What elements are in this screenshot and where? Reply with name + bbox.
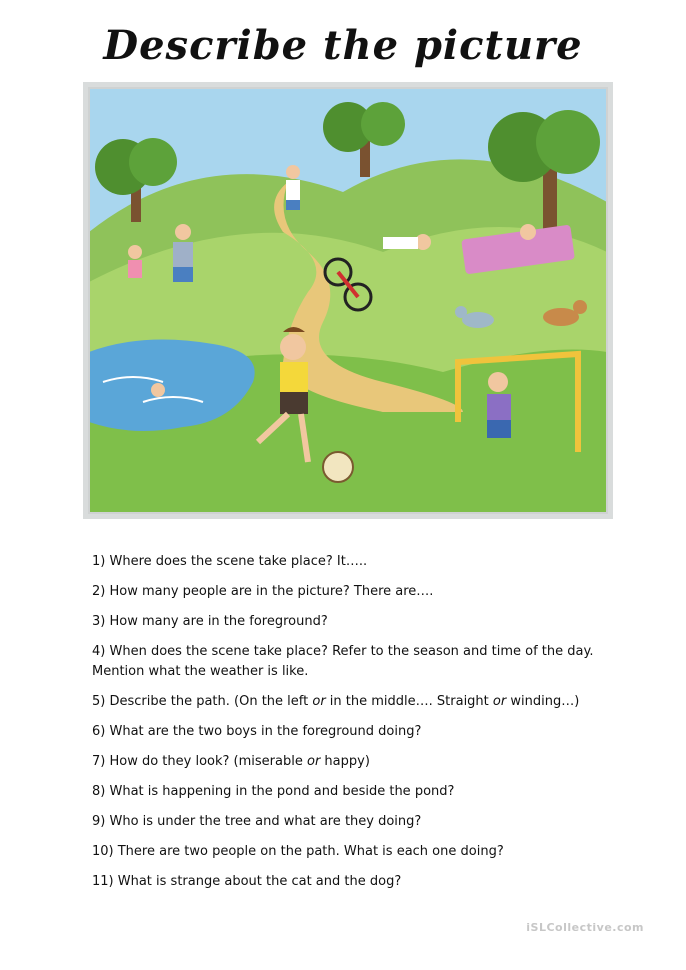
question-6: 6) What are the two boys in the foreground doing? bbox=[92, 724, 422, 739]
person-picnic bbox=[520, 224, 536, 240]
question-3: 3) How many are in the foreground? bbox=[92, 614, 328, 629]
swimmer bbox=[151, 383, 165, 397]
question-9: 9) Who is under the tree and what are they doing? bbox=[92, 814, 422, 829]
park-illustration bbox=[83, 82, 613, 519]
question-5: 5) Describe the path. (On the left or in the middle…. Straight or winding…) bbox=[92, 694, 580, 709]
football bbox=[323, 452, 353, 482]
question-11: 11) What is strange about the cat and the dog? bbox=[92, 874, 402, 889]
page-title: Describe the picture bbox=[103, 22, 583, 69]
jogger bbox=[286, 165, 300, 210]
goalkeeper-boy bbox=[487, 372, 511, 438]
question-10: 10) There are two people on the path. What is each one doing? bbox=[92, 844, 504, 859]
question-8: 8) What is happening in the pond and beside the pond? bbox=[92, 784, 455, 799]
question-4: 4) When does the scene take place? Refer to the season and time of the day. Mention what the weather is like. bbox=[92, 644, 594, 679]
watermark: iSLCollective.com bbox=[526, 921, 644, 934]
question-2: 2) How many people are in the picture? There are…. bbox=[92, 584, 434, 599]
question-list bbox=[92, 552, 632, 902]
question-1: 1) Where does the scene take place? It….. bbox=[92, 554, 368, 569]
question-7: 7) How do they look? (miserable or happy) bbox=[92, 754, 370, 769]
